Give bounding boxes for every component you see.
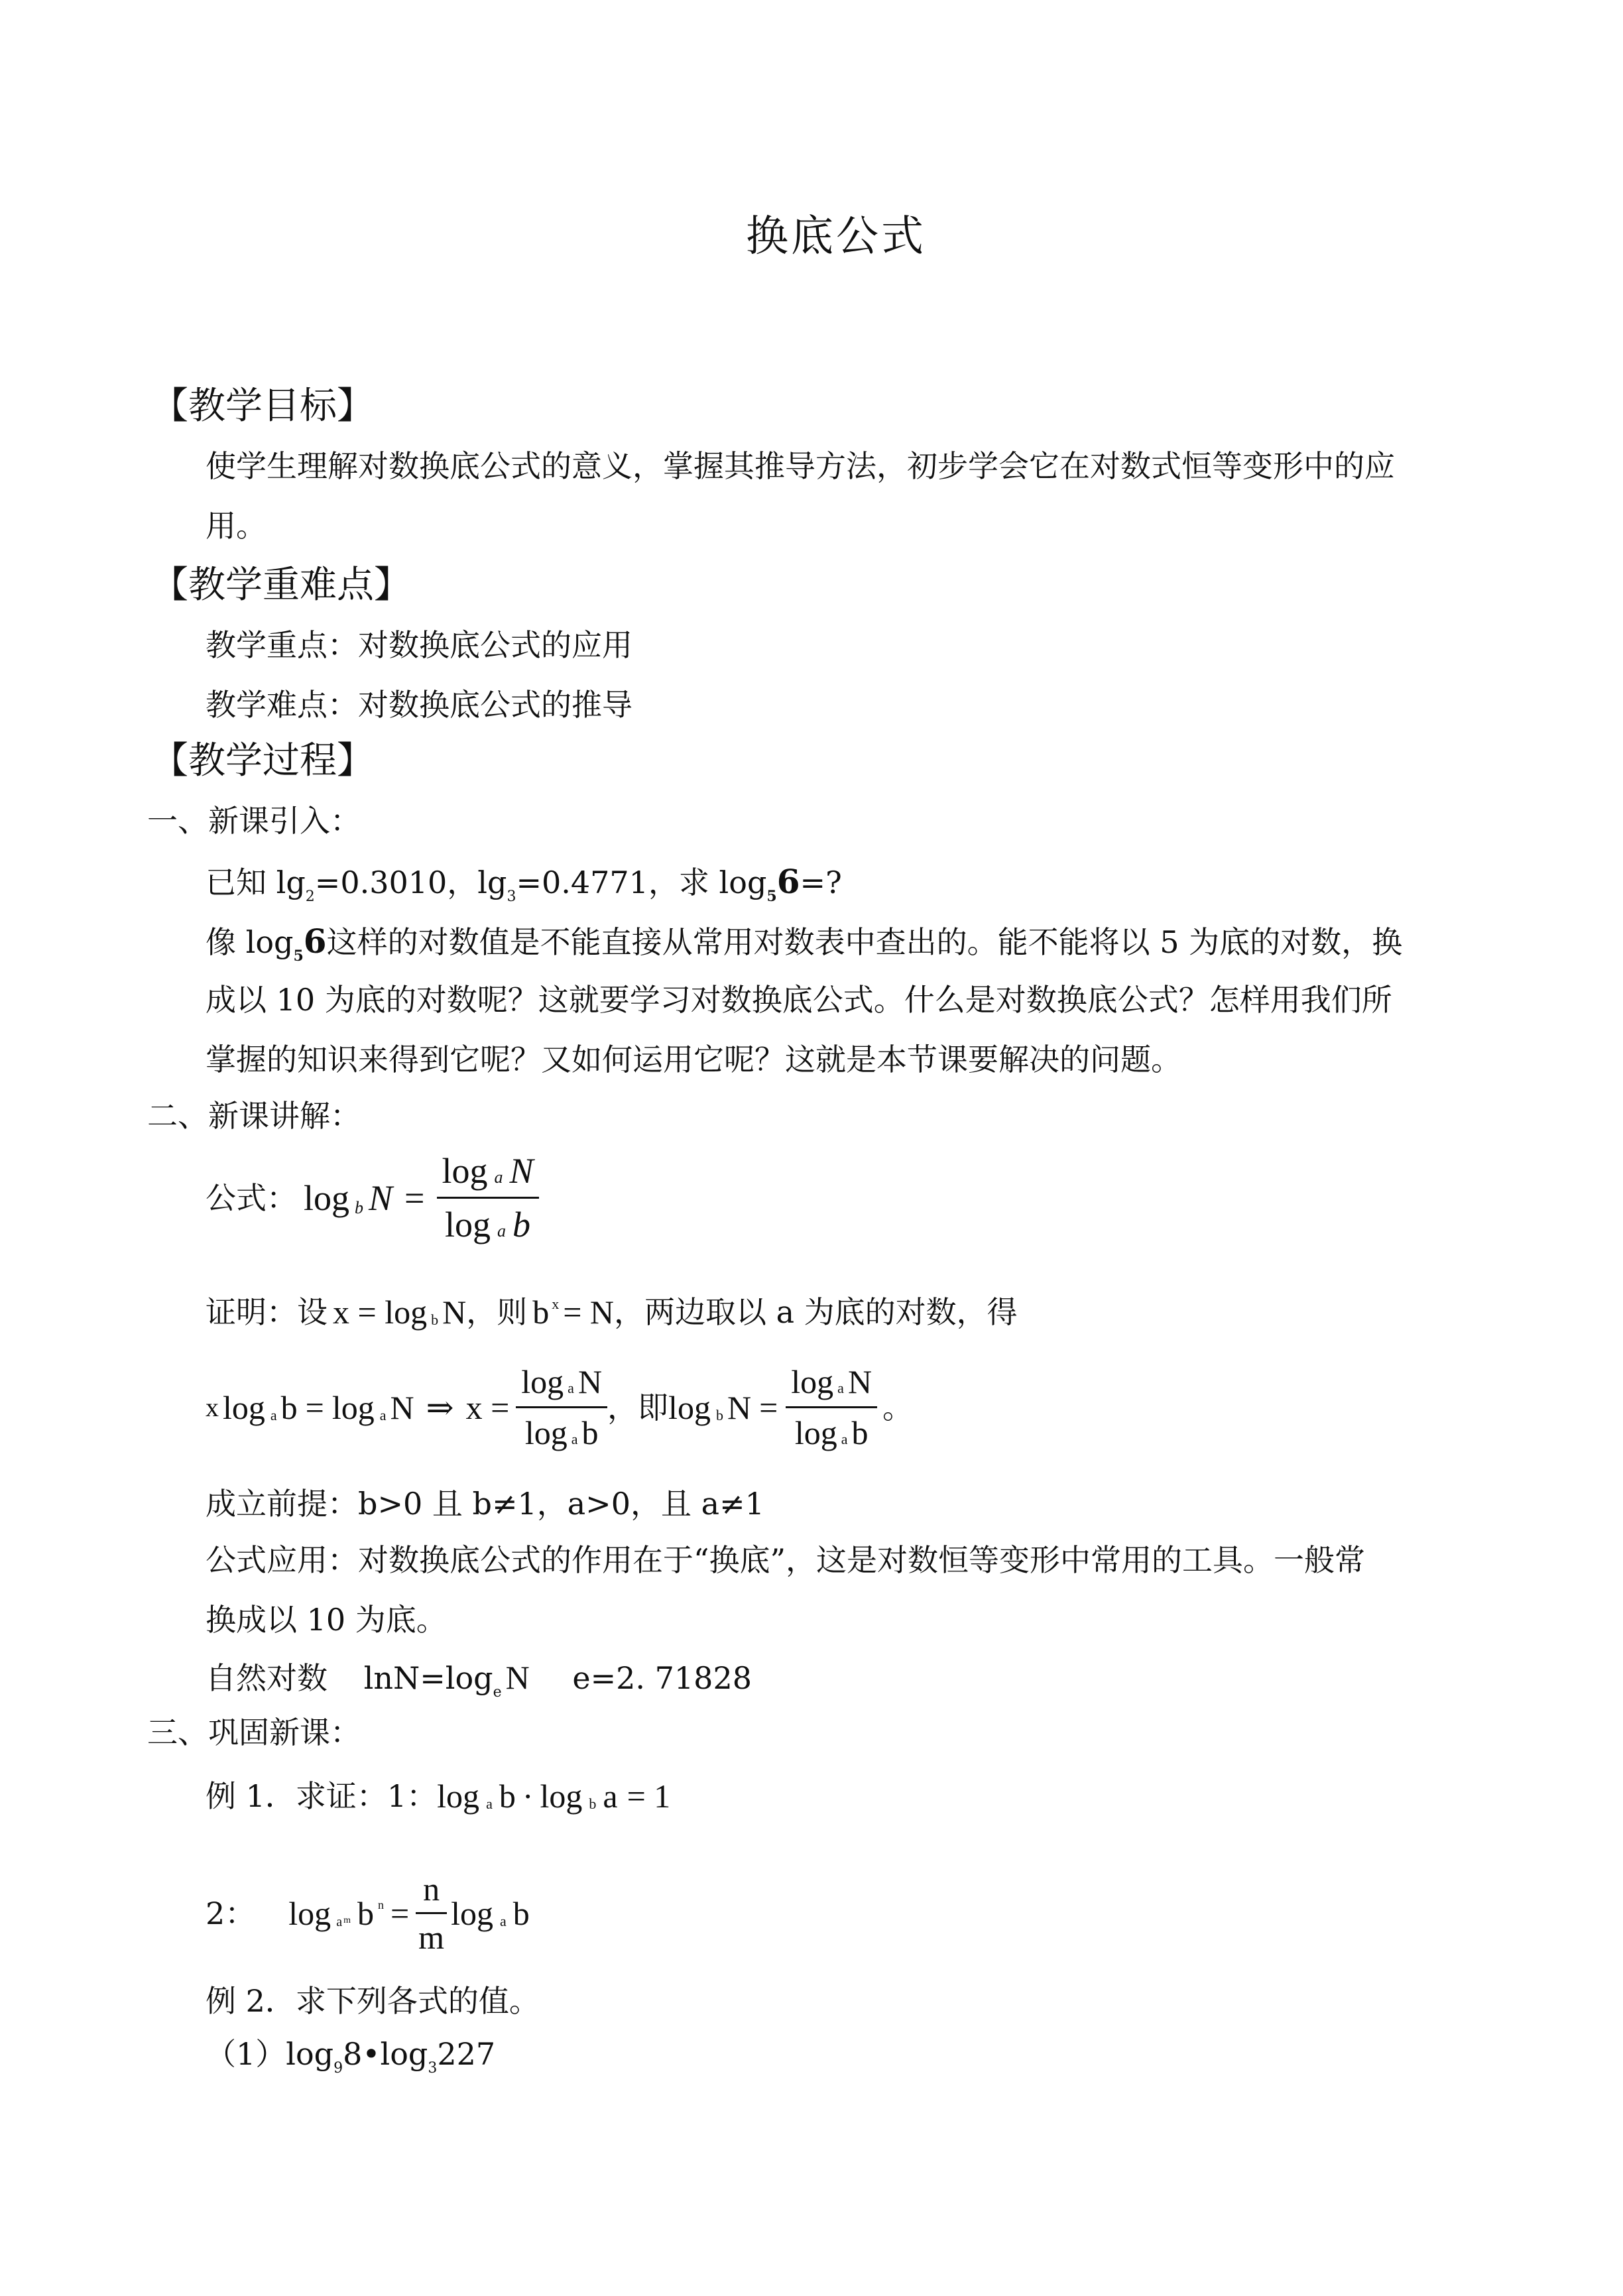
part1-given: 已知 $\lg_2=0.3010$，$\lg_3=0.4771$，求 $\log_56=$? <box>206 862 842 905</box>
part1-para-line1: 像 $\log_56$这样的对数值是不能直接从常用对数表中查出的。能不能将以 5 为底的对数，换 <box>206 922 1403 965</box>
formula-fraction: $\frac{\text{log a N}}{\text{log a b}}$ <box>437 1150 539 1245</box>
part2-heading: 二、新课讲解： <box>147 1098 361 1134</box>
example1-part2: 2： log a m b n = $\frac{n}{m}$ log a b <box>206 1870 530 1956</box>
derivation-fraction-1: $\frac{\text{log a N}}{\text{log a b}}$ <box>516 1362 607 1452</box>
section-heading-process: 【教学过程】 <box>151 739 374 782</box>
goals-text-line2: 用。 <box>206 508 267 544</box>
proof-line: 证明：设 x = log b N ，则 b x = N ，两边取以 a 为底的对数，得 <box>206 1294 1018 1331</box>
section-heading-goals: 【教学目标】 <box>151 385 374 428</box>
natural-log: 自然对数 $\ln N=\log_e$ N e=2. 71828 <box>206 1659 752 1701</box>
example1-part1: 例 1．求证：1： log a b · log b a = 1 <box>206 1778 671 1815</box>
part1-heading: 一、新课引入： <box>147 803 361 839</box>
keypoints-focus: 教学重点：对数换底公式的应用 <box>206 627 632 663</box>
derivation-fraction-2: $\frac{\text{log a N}}{\text{log a b}}$ <box>786 1362 877 1452</box>
part1-para-line3: 掌握的知识来得到它呢？又如何运用它呢？这就是本节课要解决的问题。 <box>206 1042 1181 1077</box>
goals-text-line1: 使学生理解对数换底公式的意义，掌握其推导方法，初步学会它在对数式恒等变形中的应 <box>206 448 1395 484</box>
example1-fraction: $\frac{n}{m}$ <box>416 1870 447 1957</box>
part1-para-line2: 成以 10 为底的对数呢？这就要学习对数换底公式。什么是对数换底公式？怎样用我们所 <box>206 982 1392 1018</box>
application-line1: 公式应用：对数换底公式的作用在于“换底”，这是对数恒等变形中常用的工具。一般常 <box>206 1542 1366 1578</box>
page-title: 换底公式 <box>746 212 926 261</box>
section-heading-keypoints: 【教学重难点】 <box>151 564 411 607</box>
change-of-base-formula: 公式： log b N = $\frac{\text{log a N}}{\text{log a b}}$ <box>206 1150 539 1245</box>
application-line2: 换成以 10 为底。 <box>206 1602 447 1638</box>
example2-item1: $(1)\log_98•\log_3227$ <box>206 2036 496 2077</box>
conditions: 成立前提：b>0 且 b≠1，a>0，且 a≠1 <box>206 1486 764 1522</box>
example2: 例 2．求下列各式的值。 <box>206 1983 540 2019</box>
keypoints-difficulty: 教学难点：对数换底公式的推导 <box>206 687 632 723</box>
part3-heading: 三、巩固新课： <box>147 1715 361 1750</box>
derivation-line: x log a b = log a N ⇒ x = $\frac{\text{log a N}}{\text{log a b}}$ ，即 log b N = $\frac{\text{log a N}}{\text{log a b}}$ 。 <box>206 1363 914 1451</box>
